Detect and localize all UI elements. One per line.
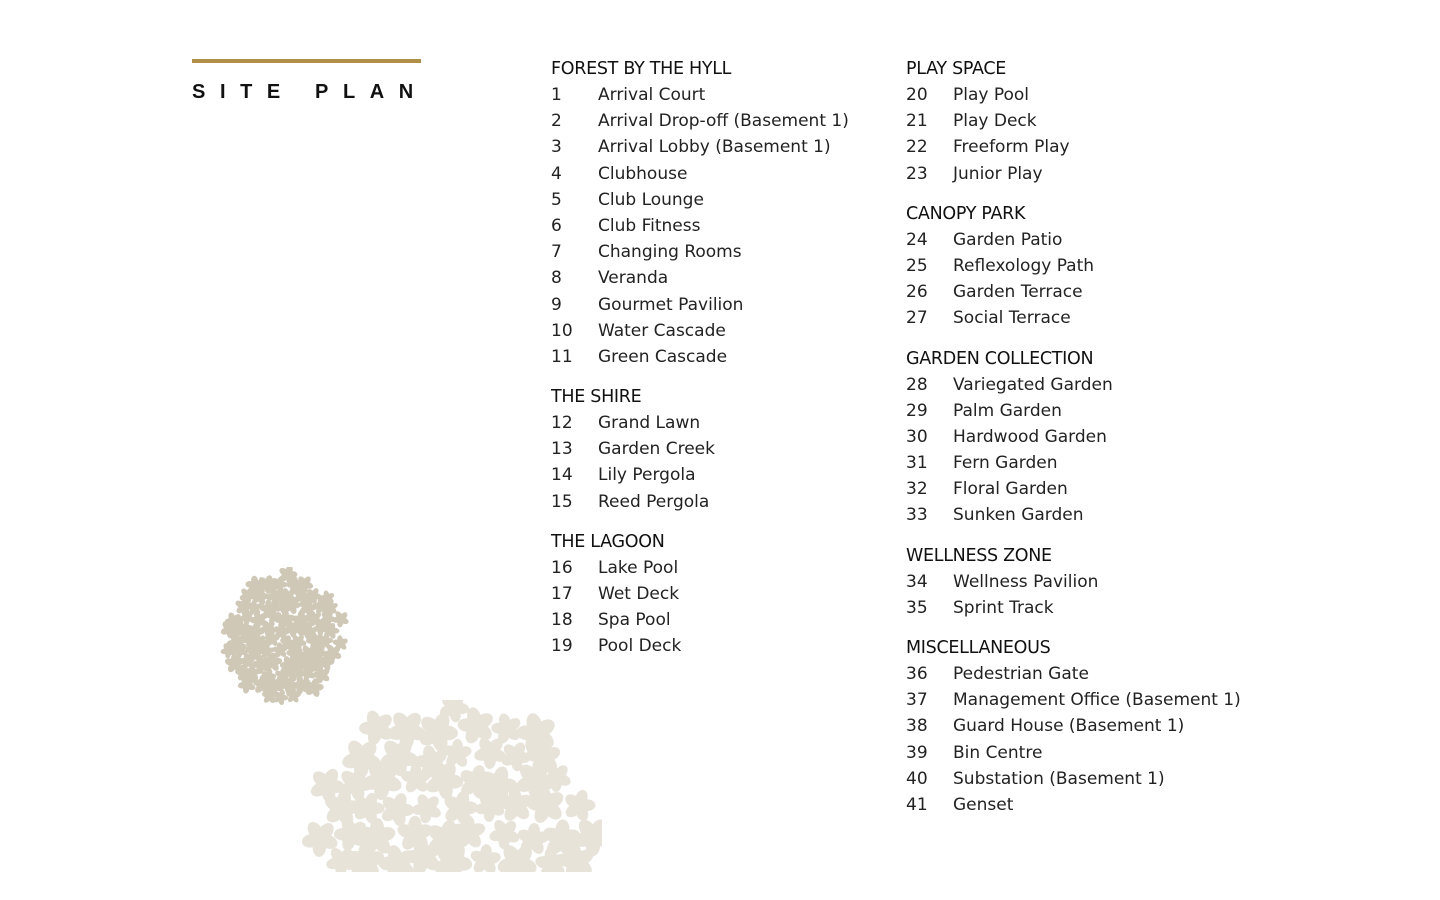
item-label: Reed Pergola	[598, 491, 710, 512]
title-block	[192, 59, 428, 103]
item-number: 24	[906, 229, 928, 250]
list-item	[551, 82, 849, 108]
item-number: 31	[906, 453, 928, 474]
list-item	[906, 476, 1241, 502]
item-number: 34	[906, 571, 928, 592]
item-label: Sprint Track	[953, 597, 1054, 618]
list-item	[906, 134, 1241, 160]
list-item	[551, 344, 849, 370]
list-item	[906, 595, 1241, 621]
list-item	[551, 555, 849, 581]
item-number: 4	[551, 163, 562, 184]
item-label: Variegated Garden	[953, 374, 1113, 395]
list-item	[906, 372, 1241, 398]
item-label: Reflexology Path	[953, 255, 1095, 276]
list-item	[551, 239, 849, 265]
item-label: Changing Rooms	[598, 242, 742, 263]
item-label: Junior Play	[953, 163, 1043, 184]
item-number: 2	[551, 111, 562, 132]
item-number: 36	[906, 664, 928, 684]
item-number: 3	[551, 137, 562, 158]
item-number: 10	[551, 320, 573, 341]
item-label: Wet Deck	[598, 584, 680, 604]
item-number: 25	[906, 255, 928, 276]
item-label: Guard House (Basement 1)	[953, 716, 1185, 737]
item-number: 28	[906, 374, 928, 395]
section-garden-collection	[906, 346, 1241, 529]
list-item	[906, 227, 1241, 253]
section-heading: MISCELLANEOUS	[906, 638, 1051, 658]
item-number: 27	[906, 308, 928, 329]
list-item	[906, 108, 1241, 134]
section-the-shire	[551, 384, 849, 515]
item-label: Play Pool	[953, 85, 1030, 105]
list-item	[906, 450, 1241, 476]
item-label: Grand Lawn	[598, 413, 701, 434]
item-label: Arrival Court	[598, 85, 706, 105]
list-item	[551, 187, 849, 213]
item-label: Hardwood Garden	[953, 426, 1107, 447]
legend-column-1	[551, 56, 849, 674]
section-wellness-zone	[906, 543, 1241, 621]
list-item	[551, 161, 849, 187]
item-label: Freeform Play	[953, 137, 1070, 158]
item-number: 38	[906, 716, 928, 737]
list-item	[906, 305, 1241, 331]
item-number: 18	[551, 610, 573, 631]
section-the-lagoon	[551, 529, 849, 660]
item-label: Play Deck	[953, 111, 1037, 132]
item-label: Pool Deck	[598, 636, 682, 657]
item-number: 35	[906, 597, 928, 618]
item-number: 29	[906, 400, 928, 421]
flower-cluster-small-icon	[216, 567, 352, 705]
section-miscellaneous	[906, 635, 1241, 818]
item-number: 30	[906, 426, 928, 447]
item-number: 13	[551, 439, 573, 460]
list-item	[906, 82, 1241, 108]
item-number: 12	[551, 413, 573, 434]
item-label: Club Lounge	[598, 189, 704, 210]
item-label: Floral Garden	[953, 479, 1068, 500]
item-number: 5	[551, 189, 562, 210]
list-item	[551, 213, 849, 239]
legend-column-2	[906, 56, 1241, 832]
item-label: Club Fitness	[598, 215, 701, 236]
list-item	[906, 253, 1241, 279]
list-item	[551, 108, 849, 134]
list-item	[906, 740, 1241, 766]
item-number: 20	[906, 85, 928, 105]
list-item	[906, 398, 1241, 424]
title-rule	[192, 59, 421, 63]
item-label: Lily Pergola	[598, 465, 696, 486]
item-label: Garden Patio	[953, 229, 1063, 250]
section-heading: WELLNESS ZONE	[906, 545, 1052, 566]
item-label: Management Office (Basement 1)	[953, 690, 1241, 711]
list-item	[906, 161, 1241, 187]
section-forest-by-the-hyll	[551, 56, 849, 370]
item-label: Fern Garden	[953, 453, 1058, 474]
item-number: 17	[551, 584, 573, 604]
list-item	[551, 410, 849, 436]
item-number: 1	[551, 85, 562, 105]
item-label: Garden Terrace	[953, 282, 1083, 303]
section-canopy-park	[906, 201, 1241, 332]
item-number: 8	[551, 268, 562, 289]
item-number: 7	[551, 242, 562, 263]
list-item	[906, 687, 1241, 713]
page-title: SITE PLAN	[192, 81, 428, 103]
item-number: 23	[906, 163, 928, 184]
list-item	[906, 792, 1241, 818]
item-label: Clubhouse	[598, 163, 688, 184]
item-label: Arrival Drop-off (Basement 1)	[598, 111, 849, 132]
item-number: 11	[551, 346, 573, 367]
list-item	[906, 424, 1241, 450]
section-heading: PLAY SPACE	[906, 59, 1007, 79]
section-heading: GARDEN COLLECTION	[906, 348, 1094, 369]
item-number: 32	[906, 479, 928, 500]
list-item	[906, 279, 1241, 305]
item-number: 21	[906, 111, 928, 132]
item-number: 37	[906, 690, 928, 711]
flower-cluster-large-icon	[302, 700, 602, 872]
item-label: Water Cascade	[598, 320, 726, 341]
item-number: 15	[551, 491, 573, 512]
item-label: Substation (Basement 1)	[953, 768, 1165, 789]
list-item	[551, 436, 849, 462]
item-number: 6	[551, 215, 562, 236]
list-item	[906, 569, 1241, 595]
list-item	[906, 766, 1241, 792]
list-item	[551, 633, 849, 659]
item-number: 14	[551, 465, 573, 486]
list-item	[551, 462, 849, 488]
list-item	[906, 713, 1241, 739]
list-item	[551, 265, 849, 291]
section-heading: THE SHIRE	[551, 387, 642, 408]
item-label: Spa Pool	[598, 610, 671, 631]
section-heading: CANOPY PARK	[906, 203, 1026, 224]
item-label: Bin Centre	[953, 742, 1043, 763]
list-item	[906, 502, 1241, 528]
list-item	[551, 134, 849, 160]
item-number: 41	[906, 794, 928, 815]
item-number: 9	[551, 294, 562, 315]
item-number: 26	[906, 282, 928, 303]
section-heading: THE LAGOON	[551, 531, 665, 552]
section-heading: FOREST BY THE HYLL	[551, 59, 732, 79]
list-item	[551, 318, 849, 344]
item-label: Wellness Pavilion	[953, 571, 1099, 592]
item-label: Lake Pool	[598, 557, 679, 578]
list-item	[906, 661, 1241, 687]
item-label: Garden Creek	[598, 439, 715, 460]
item-number: 33	[906, 505, 928, 526]
list-item	[551, 581, 849, 607]
item-label: Pedestrian Gate	[953, 664, 1089, 684]
item-label: Social Terrace	[953, 308, 1071, 329]
list-item	[551, 489, 849, 515]
item-number: 19	[551, 636, 573, 657]
section-play-space	[906, 56, 1241, 187]
item-label: Genset	[953, 794, 1014, 815]
item-number: 40	[906, 768, 928, 789]
item-label: Sunken Garden	[953, 505, 1084, 526]
item-number: 22	[906, 137, 928, 158]
item-number: 16	[551, 557, 573, 578]
item-label: Palm Garden	[953, 400, 1062, 421]
list-item	[551, 292, 849, 318]
list-item	[551, 607, 849, 633]
item-label: Veranda	[598, 268, 669, 289]
item-number: 39	[906, 742, 928, 763]
item-label: Green Cascade	[598, 346, 728, 367]
item-label: Arrival Lobby (Basement 1)	[598, 137, 831, 158]
item-label: Gourmet Pavilion	[598, 294, 744, 315]
